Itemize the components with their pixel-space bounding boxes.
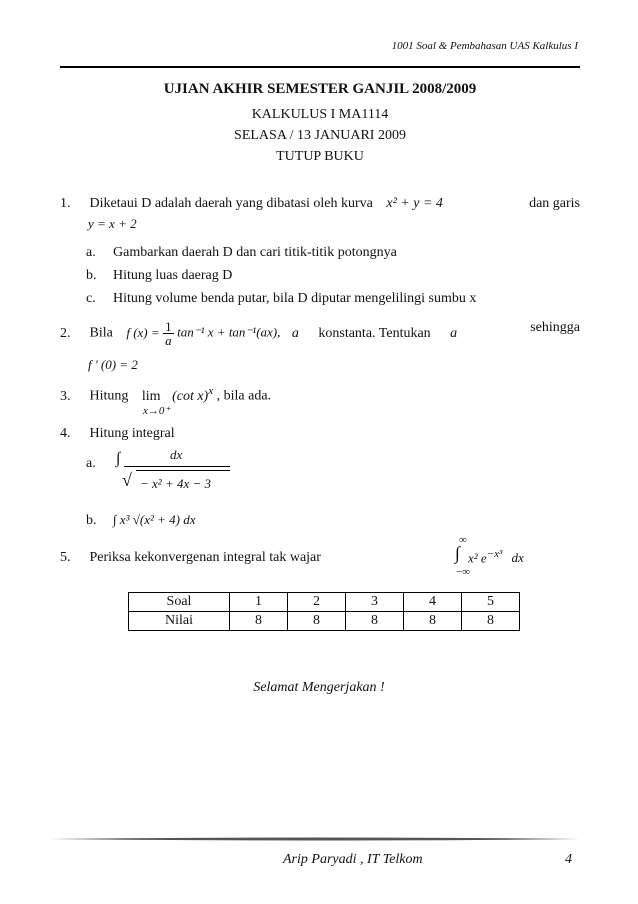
question-number: 5. xyxy=(60,550,71,565)
question-text-mid: dan garis xyxy=(529,196,580,211)
table-cell: 4 xyxy=(404,593,462,612)
fraction-denominator: a xyxy=(165,333,172,348)
integrand xyxy=(468,548,524,566)
integrand-denominator: − x² + 4x − 3 xyxy=(140,476,212,491)
table-cell: 5 xyxy=(462,593,520,612)
q4-part-b xyxy=(86,512,195,529)
constant-a: a xyxy=(450,325,458,341)
score-table xyxy=(128,592,520,631)
integrand-dx: dx xyxy=(511,550,524,566)
part-text: Hitung luas daerag D xyxy=(113,268,233,283)
footer-author: Arip Paryadi , IT Telkom xyxy=(283,852,423,867)
limit-subscript: x→0⁺ xyxy=(143,405,171,417)
limit-exponent: x xyxy=(208,385,214,397)
table-cell: 8 xyxy=(462,612,520,631)
page-number: 4 xyxy=(565,852,572,867)
question-number: 1. xyxy=(60,196,71,211)
function-expr: tan⁻¹ x + tan⁻¹(ax), xyxy=(177,324,281,340)
table-row xyxy=(129,612,520,631)
table-row xyxy=(129,593,520,612)
table-cell: 8 xyxy=(404,612,462,631)
fraction-bar xyxy=(124,466,230,467)
radical-bar xyxy=(136,470,230,471)
part-text: Gambarkan daerah D dan cari titik-titik potongnya xyxy=(113,245,397,260)
integrand-base: x² e xyxy=(468,550,487,566)
question-text: Periksa kekonvergenan integral tak wajar xyxy=(89,550,321,565)
curve-equation: x² + y = 4 xyxy=(386,196,443,211)
exam-title: UJIAN AKHIR SEMESTER GANJIL 2008/2009 xyxy=(163,81,477,97)
part-label: b. xyxy=(86,513,97,528)
q1-part-b xyxy=(86,268,232,284)
exam-mode: TUTUP BUKU xyxy=(276,149,364,164)
q1-part-a xyxy=(86,245,397,261)
exam-date: SELASA / 13 JANUARI 2009 xyxy=(234,128,406,143)
integrand-exponent: −x³ xyxy=(486,548,503,560)
running-header: 1001 Soal & Pembahasan UAS Kalkulus I xyxy=(391,40,578,52)
closing-message: Selamat Mengerjakan ! xyxy=(253,680,385,695)
question-4 xyxy=(60,426,580,442)
part-label: a. xyxy=(86,245,96,260)
table-cell: Nilai xyxy=(129,612,230,631)
radical-sign: √ xyxy=(122,470,132,490)
question-text: Diketaui D adalah daerah yang dibatasi oleh kurva xyxy=(89,196,373,211)
question-text-tail: sehingga xyxy=(530,320,580,335)
exam-course: KALKULUS I MA1114 xyxy=(251,107,389,122)
line-equation: y = x + 2 xyxy=(88,216,137,231)
part-label: c. xyxy=(86,291,96,306)
part-text: Hitung volume benda putar, bila D diputar mengelilingi sumbu x xyxy=(113,291,477,306)
question-text-mid: konstanta. Tentukan xyxy=(318,325,431,341)
part-label: a. xyxy=(86,456,96,471)
question-lead: Bila xyxy=(89,325,113,341)
constant-a: a xyxy=(291,325,299,341)
integral-lower-limit: −∞ xyxy=(456,566,471,578)
integral-sign: ∫ xyxy=(116,450,121,467)
question-1 xyxy=(60,196,580,212)
table-cell: 8 xyxy=(346,612,404,631)
table-cell: 8 xyxy=(230,612,288,631)
integral-expr: ∫ x³ √(x² + 4) dx xyxy=(113,512,196,527)
question-lead: Hitung xyxy=(89,388,129,404)
fraction-numerator: 1 xyxy=(165,319,172,334)
derivative-condition: f ' (0) = 2 xyxy=(88,357,138,372)
table-cell: 3 xyxy=(346,593,404,612)
table-cell: 2 xyxy=(288,593,346,612)
table-cell: Soal xyxy=(129,593,230,612)
header-rule xyxy=(60,66,580,68)
question-number: 4. xyxy=(60,426,71,441)
q4-part-a xyxy=(86,456,113,472)
question-2 xyxy=(60,320,580,347)
limit-operator: lim xyxy=(141,388,161,404)
integral-sign: ∫ xyxy=(455,543,460,563)
function-def: f (x) = xyxy=(126,324,160,340)
footer-rule xyxy=(50,836,580,842)
fraction xyxy=(163,320,174,347)
q1-part-c xyxy=(86,291,476,307)
question-text: Hitung integral xyxy=(89,426,175,441)
question-text-tail: , bila ada. xyxy=(216,388,272,404)
table-cell: 8 xyxy=(288,612,346,631)
limit-expr: (cot x) xyxy=(172,388,209,404)
part-label: b. xyxy=(86,268,97,283)
question-3 xyxy=(60,385,580,405)
integrand-numerator: dx xyxy=(170,447,183,462)
integral-upper-limit: ∞ xyxy=(459,534,467,546)
question-number: 2. xyxy=(60,325,71,341)
question-number: 3. xyxy=(60,388,71,404)
table-cell: 1 xyxy=(230,593,288,612)
